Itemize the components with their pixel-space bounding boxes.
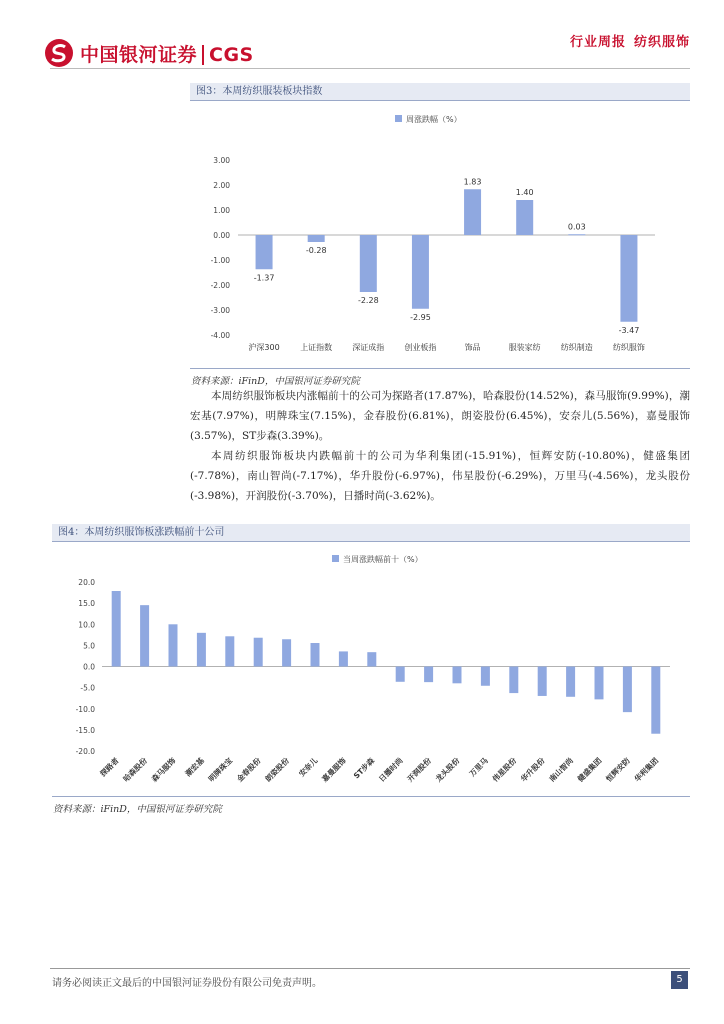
body-text: [190, 386, 690, 506]
bar: [396, 667, 405, 682]
figure3-source: 资料来源：iFinD，中国银河证券研究院: [191, 376, 360, 387]
x-tick-label: ST步森: [351, 756, 377, 781]
y-tick-label: 0.0: [83, 662, 95, 672]
x-tick-label: 纺织制造: [560, 343, 593, 352]
bar: [566, 667, 575, 697]
y-tick-label: -3.00: [210, 306, 230, 315]
x-tick-label: 伟星股份: [490, 756, 519, 784]
x-tick-label: 恒辉安防: [604, 756, 632, 784]
bar: [538, 667, 547, 696]
legend-label: 当周涨跌幅前十（%）: [343, 555, 423, 564]
bar-value-label: -0.28: [305, 246, 327, 255]
y-tick-label: 10.0: [78, 620, 95, 630]
header-divider: [50, 68, 690, 69]
cgs-logo: [44, 38, 254, 68]
bar: [464, 189, 481, 235]
x-tick-label: 龙头股份: [433, 756, 462, 784]
bar: [308, 235, 325, 242]
y-tick-label: -1.00: [210, 256, 230, 265]
paragraph-gainers: 本周纺织服饰板块内涨幅前十的公司为探路者(17.87%)，哈森股份(14.52%)，森马服饰(9.99%)，潮宏基(7.97%)，明牌珠宝(7.15%)，金春股份(6.81%)，朗姿股份(6.45%)，安奈儿(5.56%)，嘉曼服饰(3.57%)，ST步森(3.39%)。: [190, 390, 690, 442]
x-tick-label: 探路者: [98, 756, 121, 779]
figure3-bottom-rule: [190, 368, 690, 369]
bar: [412, 235, 429, 309]
x-tick-label: 饰品: [464, 343, 481, 352]
legend-swatch: [395, 115, 402, 122]
bar-value-label: -1.37: [253, 273, 275, 283]
bar: [568, 234, 585, 235]
y-tick-label: -15.0: [75, 725, 95, 735]
bar: [620, 235, 637, 322]
y-tick-label: 3.00: [213, 156, 230, 165]
bar: [140, 605, 149, 666]
y-tick-label: 1.00: [213, 206, 230, 215]
bar-value-label: 0.03: [567, 222, 586, 232]
bar: [254, 638, 263, 667]
bar-value-label: 1.40: [515, 188, 534, 197]
x-tick-label: 南山智尚: [547, 756, 576, 784]
y-tick-label: 0.00: [213, 231, 230, 240]
bar: [197, 633, 206, 667]
bar: [256, 235, 273, 269]
bar-value-label: -3.47: [618, 325, 640, 335]
bar: [516, 200, 533, 235]
x-tick-label: 金春股份: [235, 756, 263, 784]
figure4-bottom-rule: [52, 796, 690, 797]
figure3-chart: [190, 102, 690, 368]
bar: [360, 235, 377, 292]
x-tick-label: 明牌珠宝: [206, 756, 235, 784]
bar: [339, 651, 348, 666]
x-tick-label: 健盛集团: [575, 756, 604, 784]
bar: [651, 667, 660, 734]
logo-text: 中国银河证券 CGS: [80, 43, 254, 66]
footer-divider: [50, 968, 690, 969]
x-tick-label: 安奈儿: [297, 756, 320, 779]
x-tick-label: 开润股份: [405, 756, 434, 784]
y-tick-label: -4.00: [210, 331, 230, 340]
bar: [225, 636, 234, 666]
y-tick-label: -5.0: [80, 683, 95, 693]
figure3: [190, 83, 690, 368]
figure4-chart: [52, 543, 690, 796]
y-tick-label: -20.0: [75, 747, 95, 756]
bar: [169, 624, 178, 666]
figure3-title: 图3：本周纺织服装板块指数: [190, 83, 690, 101]
x-tick-label: 创业板指: [404, 343, 437, 352]
x-tick-label: 嘉曼服饰: [320, 756, 348, 784]
x-tick-label: 潮宏基: [183, 756, 206, 779]
y-tick-label: -10.0: [75, 704, 95, 714]
figure4-source: 资料来源：iFinD，中国银河证券研究院: [53, 804, 222, 815]
bar: [367, 652, 376, 666]
y-tick-label: 5.0: [83, 641, 95, 651]
x-tick-label: 森马服饰: [149, 756, 178, 784]
page-number: 5: [671, 971, 688, 989]
bar: [424, 667, 433, 683]
x-tick-label: 华利集团: [632, 756, 661, 784]
y-tick-label: 20.0: [78, 578, 95, 587]
page-header: [0, 0, 724, 80]
report-category: [570, 31, 690, 50]
bar: [481, 667, 490, 686]
footer-disclaimer: 请务必阅读正文最后的中国银河证券股份有限公司免责声明。: [52, 978, 322, 989]
x-tick-label: 日播时尚: [377, 756, 405, 784]
x-tick-label: 朗姿股份: [263, 756, 292, 784]
bar-value-label: -2.28: [357, 296, 379, 305]
x-tick-label: 华升股份: [519, 756, 547, 784]
y-tick-label: 15.0: [78, 599, 95, 609]
bar-value-label: -2.95: [410, 312, 431, 322]
bar: [453, 667, 462, 684]
bar: [509, 667, 518, 694]
figure4-title: 图4：本周纺织服饰板涨跌幅前十公司: [52, 524, 690, 542]
report-type: 行业周报: [569, 35, 626, 50]
x-tick-label: 服装家纺: [508, 343, 541, 352]
figure4: [52, 524, 690, 796]
x-tick-label: 纺织服饰: [612, 343, 645, 352]
x-tick-label: 上证指数: [300, 343, 333, 352]
bar: [595, 667, 604, 700]
bar-value-label: 1.83: [463, 177, 482, 187]
bar: [282, 639, 291, 666]
industry-name: 纺织服饰: [633, 35, 690, 50]
x-tick-label: 哈森股份: [121, 756, 150, 784]
legend-swatch: [332, 555, 339, 562]
x-tick-label: 深证成指: [352, 343, 385, 352]
bar: [623, 667, 632, 713]
y-tick-label: 2.00: [213, 181, 230, 190]
cgs-logo-icon: [44, 38, 74, 68]
paragraph-losers: 本周纺织服饰板块内跌幅前十的公司为华利集团(-15.91%)，恒辉安防(-10.80%)，健盛集团(-7.78%)，南山智尚(-7.17%)，华升股份(-6.97%)，伟星股份(-6.29%)，万里马(-4.56%)，龙头股份(-3.98%)，开润股份(-3.70%)，日播时尚(-3.62%)。: [190, 450, 690, 502]
bar: [112, 591, 121, 667]
legend-label: 周涨跌幅（%）: [406, 115, 462, 124]
bar: [311, 643, 320, 666]
y-tick-label: -2.00: [210, 281, 230, 290]
x-tick-label: 沪深300: [248, 343, 280, 352]
x-tick-label: 万里马: [467, 756, 490, 779]
